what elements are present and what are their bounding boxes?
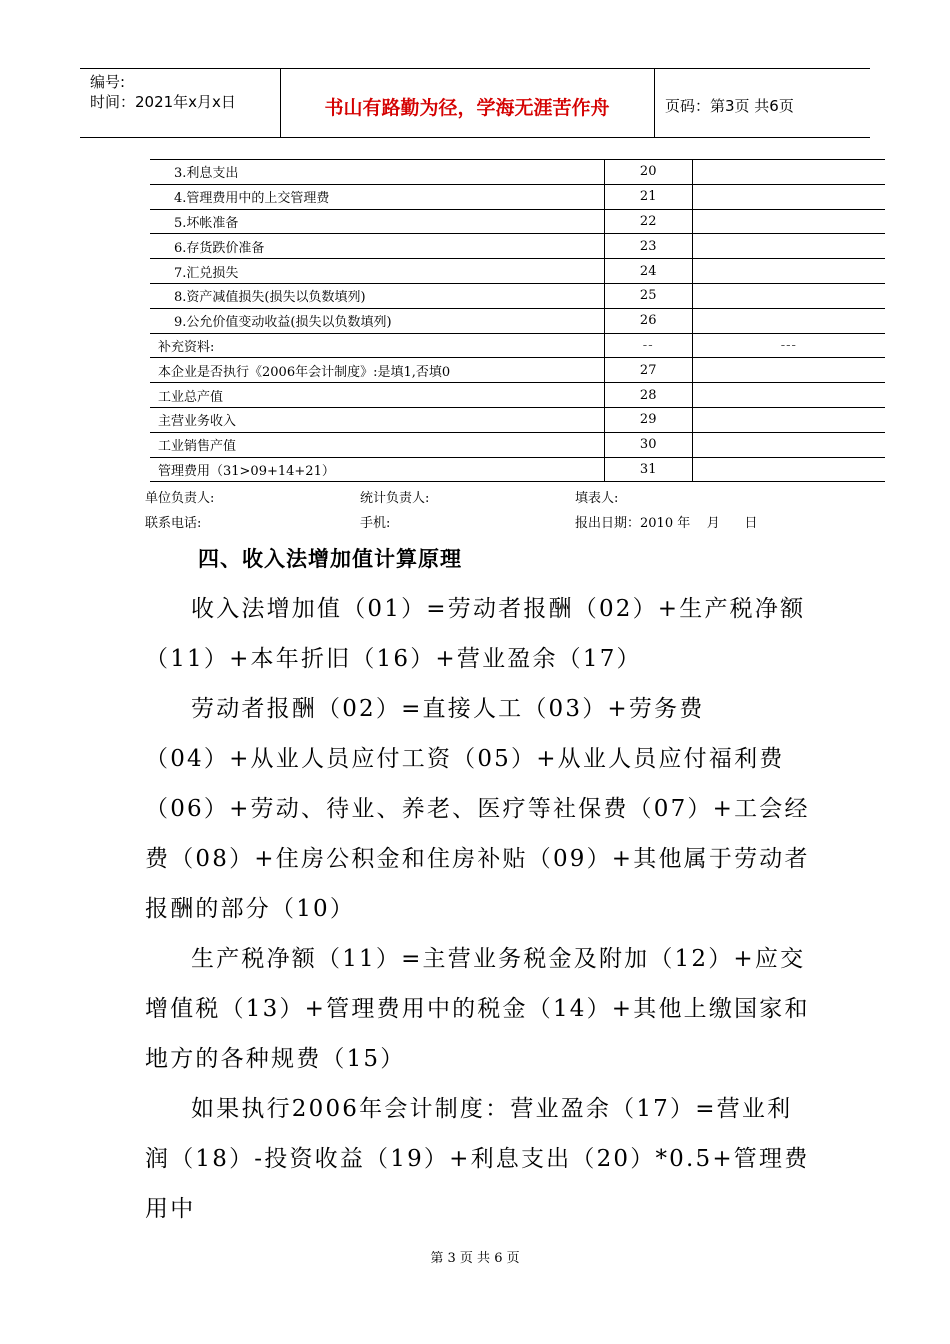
row-number: 28 — [604, 383, 692, 408]
row-number: 30 — [604, 432, 692, 457]
paragraph-labor-compensation: 劳动者报酬（02）=直接人工（03）+劳务费（04）+从业人员应付工资（05）+从业人员应付福利费（06）+劳动、待业、养老、医疗等社保费（07）+工会经费（08）+住房公积金和住房补贴（09）+其他属于劳动者报酬的部分（10） — [145, 696, 810, 922]
header-motto-cell — [280, 69, 655, 137]
row-value — [692, 383, 885, 408]
paragraph-net-production-tax: 生产税净额（11）=主营业务税金及附加（12）+应交增值税（13）+管理费用中的税金（14）+其他上缴国家和地方的各种规费（15） — [145, 946, 810, 1072]
row-value — [692, 160, 885, 185]
row-number: 31 — [604, 457, 692, 482]
row-value — [692, 283, 885, 308]
table-row — [150, 160, 885, 185]
table-row — [150, 457, 885, 482]
row-number: -- — [604, 333, 692, 358]
header-page-cell — [655, 69, 870, 137]
report-table — [150, 159, 885, 482]
page-header — [80, 68, 870, 138]
row-number: 20 — [604, 160, 692, 185]
stat-head-label: 统计负责人: — [360, 491, 430, 506]
row-value — [692, 457, 885, 482]
table-row — [150, 259, 885, 284]
row-number: 25 — [604, 283, 692, 308]
row-label: 本企业是否执行《2006年会计制度》:是填1,否填0 — [150, 358, 604, 383]
row-label: 3.利息支出 — [150, 160, 604, 185]
row-value — [692, 184, 885, 209]
row-value — [692, 259, 885, 284]
row-value — [692, 407, 885, 432]
row-number: 24 — [604, 259, 692, 284]
row-label: 9.公允价值变动收益(损失以负数填列) — [150, 308, 604, 333]
row-number: 23 — [604, 234, 692, 259]
table-row — [150, 283, 885, 308]
row-label: 主营业务收入 — [150, 407, 604, 432]
table-row — [150, 407, 885, 432]
table-row — [150, 383, 885, 408]
section-body — [145, 584, 815, 1234]
page-footer: 第 3 页 共 6 页 — [430, 1251, 520, 1266]
row-label: 8.资产减值损失(损失以负数填列) — [150, 283, 604, 308]
table-row — [150, 432, 885, 457]
row-label: 工业总产值 — [150, 383, 604, 408]
row-number: 21 — [604, 184, 692, 209]
table-row — [150, 234, 885, 259]
row-value — [692, 234, 885, 259]
table-row — [150, 308, 885, 333]
row-value — [692, 308, 885, 333]
row-value — [692, 358, 885, 383]
section-title: 四、收入法增加值计算原理 — [198, 547, 462, 571]
header-meta-cell — [80, 69, 281, 137]
row-label: 管理费用（31>09+14+21） — [150, 457, 604, 482]
row-number: 27 — [604, 358, 692, 383]
phone-label: 联系电话: — [145, 516, 202, 531]
row-value — [692, 432, 885, 457]
paragraph-operating-surplus: 如果执行2006年会计制度：营业盈余（17）=营业利润（18）-投资收益（19）+利息支出（20）*0.5+管理费用中 — [145, 1096, 810, 1222]
report-table-body — [150, 160, 885, 482]
row-label: 工业销售产值 — [150, 432, 604, 457]
filler-label: 填表人: — [575, 491, 619, 506]
report-date-label: 报出日期：2010 年 月 日 — [575, 516, 758, 531]
table-row — [150, 184, 885, 209]
row-label: 7.汇兑损失 — [150, 259, 604, 284]
table-row — [150, 333, 885, 358]
row-number: 26 — [604, 308, 692, 333]
paragraph-income-value-added: 收入法增加值（01）=劳动者报酬（02）+生产税净额（11）+本年折旧（16）+营业盈余（17） — [145, 596, 806, 672]
row-value — [692, 209, 885, 234]
row-label: 5.坏帐准备 — [150, 209, 604, 234]
header-page-info: 页码：第3页 共6页 — [665, 97, 794, 115]
row-number: 29 — [604, 407, 692, 432]
table-row — [150, 358, 885, 383]
unit-head-label: 单位负责人: — [145, 491, 215, 506]
document-time-label: 时间：2021年x月x日 — [90, 93, 236, 111]
header-motto: 书山有路勤为径，学海无涯苦作舟 — [324, 97, 610, 119]
table-row — [150, 209, 885, 234]
row-value: --- — [692, 333, 885, 358]
row-label: 补充资料: — [150, 333, 604, 358]
row-label: 4.管理费用中的上交管理费 — [150, 184, 604, 209]
document-number-label: 编号: — [90, 73, 126, 91]
row-number: 22 — [604, 209, 692, 234]
row-label: 6.存货跌价准备 — [150, 234, 604, 259]
mobile-label: 手机: — [360, 516, 391, 531]
